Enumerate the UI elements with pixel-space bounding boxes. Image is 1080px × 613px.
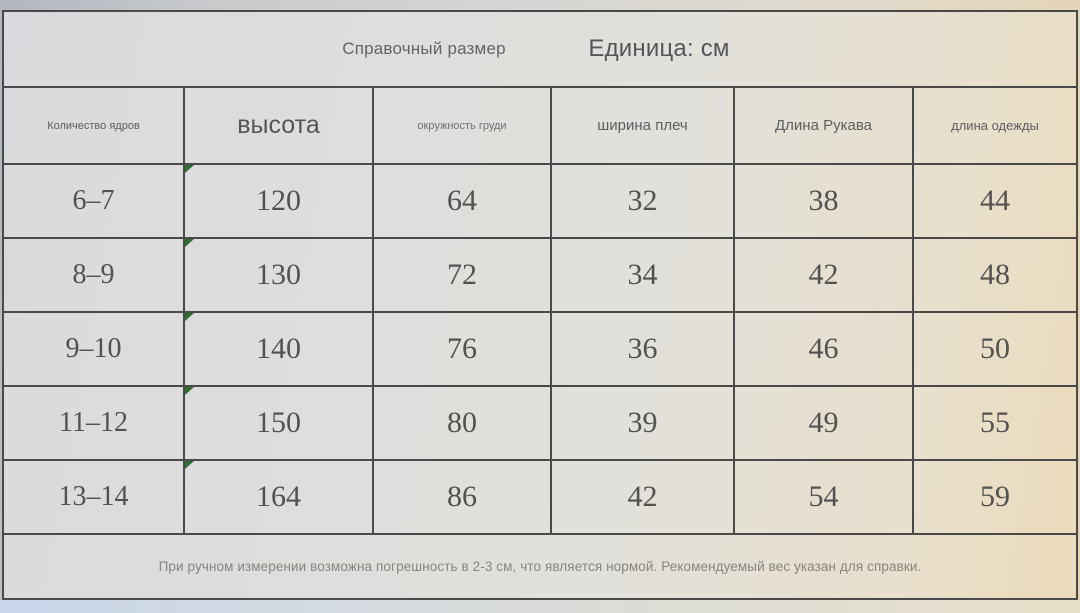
- cell-r3-age: 11–12: [4, 387, 185, 461]
- cell-r2-sleeve: 46: [735, 313, 914, 387]
- cell-r3-shoulder: 39: [552, 387, 735, 461]
- col-header-chest: окружность груди: [374, 88, 552, 165]
- col-header-sleeve: Длина Рукава: [735, 88, 914, 165]
- cell-r0-chest: 64: [374, 165, 552, 239]
- background-strip: [0, 600, 1080, 613]
- cell-r2-length: 50: [914, 313, 1076, 387]
- cell-r1-height: [185, 239, 374, 313]
- excel-marker-icon: [185, 387, 194, 395]
- cell-r3-sleeve: 49: [735, 387, 914, 461]
- excel-marker-icon: [185, 461, 194, 469]
- cell-r0-age: 6–7: [4, 165, 185, 239]
- excel-marker-icon: [185, 165, 194, 173]
- excel-marker-icon: [185, 313, 194, 321]
- cell-r0-shoulder: 32: [552, 165, 735, 239]
- cell-r4-sleeve: 54: [735, 461, 914, 535]
- cell-r1-chest: 72: [374, 239, 552, 313]
- cell-r2-shoulder: 36: [552, 313, 735, 387]
- cell-r3-height: [185, 387, 374, 461]
- cell-r3-chest: 80: [374, 387, 552, 461]
- cell-r4-height: [185, 461, 374, 535]
- cell-r0-height: [185, 165, 374, 239]
- cell-r1-age: 8–9: [4, 239, 185, 313]
- cell-r1-sleeve: 42: [735, 239, 914, 313]
- cell-r2-chest: 76: [374, 313, 552, 387]
- cell-r4-shoulder: 42: [552, 461, 735, 535]
- cell-value: 164: [256, 480, 301, 513]
- excel-marker-icon: [185, 239, 194, 247]
- cell-r0-sleeve: 38: [735, 165, 914, 239]
- cell-r1-length: 48: [914, 239, 1076, 313]
- cell-value: 120: [256, 184, 301, 217]
- cell-value: 140: [256, 332, 301, 365]
- cell-r2-height: [185, 313, 374, 387]
- table-header-row: [4, 12, 1076, 88]
- col-header-height: высота: [185, 88, 374, 165]
- cell-r4-age: 13–14: [4, 461, 185, 535]
- cell-value: 150: [256, 406, 301, 439]
- footnote-row: [4, 535, 1076, 598]
- cell-r1-shoulder: 34: [552, 239, 735, 313]
- col-header-age: Количество ядров: [4, 88, 185, 165]
- footnote-text: При ручном измерении возможна погрешность в 2-3 см, что является нормой. Рекомендуемый вес указан для справки.: [158, 559, 922, 574]
- col-header-garment-length: длина одежды: [914, 88, 1076, 165]
- cell-r3-length: 55: [914, 387, 1076, 461]
- cell-r0-length: 44: [914, 165, 1076, 239]
- cell-value: 130: [256, 258, 301, 291]
- cell-r2-age: 9–10: [4, 313, 185, 387]
- table-title: Справочный размер: [342, 39, 506, 58]
- cell-r4-length: 59: [914, 461, 1076, 535]
- size-table: [2, 10, 1078, 600]
- cell-r4-chest: 86: [374, 461, 552, 535]
- col-header-shoulder: ширина плеч: [552, 88, 735, 165]
- unit-label: Единица: см: [588, 35, 730, 62]
